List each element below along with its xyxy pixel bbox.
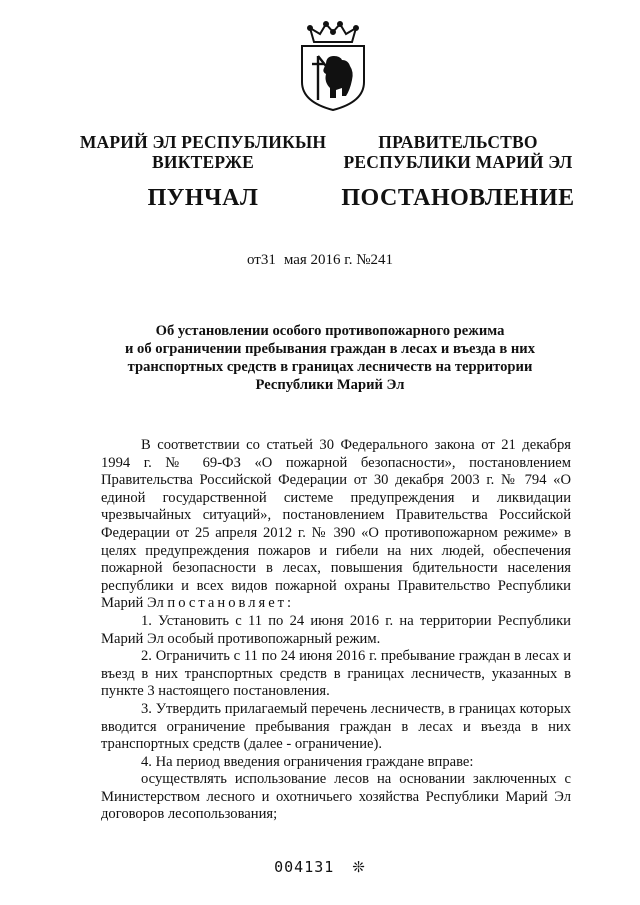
header-left-doc-type: ПУНЧАЛ	[147, 185, 259, 211]
header-right-line1: ПРАВИТЕЛЬСТВО	[378, 132, 538, 152]
header-left-column	[78, 132, 328, 212]
coat-of-arms-icon	[296, 20, 370, 112]
decree-word: постановляет:	[167, 595, 295, 612]
header-left-line2: ВИКТЕРЖЕ	[152, 152, 254, 172]
preamble-text: В соответствии со статьей 30 Федерального закона от 21 декабря 1994 г. № 69-ФЗ «О пожарной безопасности», постановлением Правительства Российской Федерации от 30 декабря 2003 г. № 794 «О единой государственной системе предупреждения и ликвидации чрезвычайных ситуаций», постановлением Правительства Российской Федерации от 25 апреля 2012 г. № 390 «О противопожарном режиме» в целях предупреждения пожаров и гибели на них людей, обеспечения пожарной безопасности в лесах, повышения бдительности населения республики и всех видов пожарной охраны Правительство Республики Марий Эл	[101, 437, 571, 612]
header-right-line2: РЕСПУБЛИКИ МАРИЙ ЭЛ	[343, 152, 573, 172]
number-sign: №	[356, 252, 371, 268]
date-day: 31	[260, 252, 276, 268]
document-body	[101, 437, 571, 824]
header-right-doc-type: ПОСТАНОВЛЕНИЕ	[341, 185, 575, 211]
clause-3: 3. Утвердить прилагаемый перечень лесничеств, в границах которых вводится ограничение пребывания граждан в лесах и въезда в них транспортных средств (далее - ограничение).	[101, 700, 571, 753]
document-title	[110, 322, 550, 394]
document-date-line	[0, 252, 640, 269]
title-line: Республики Марий Эл	[255, 377, 405, 393]
clause-4: 4. На период введения ограничения граждане вправе:	[141, 753, 474, 770]
crown-icon	[308, 22, 358, 42]
clause-4-subitem: осуществлять использование лесов на основании заключенных с Министерством лесного и охотничьего хозяйства Республики Марий Эл договоров лесопользования;	[101, 771, 571, 823]
document-number: 241	[370, 252, 394, 268]
header-right-column	[333, 132, 583, 212]
date-prefix: от	[246, 252, 261, 268]
preamble-paragraph	[101, 437, 571, 613]
title-line: транспортных средств в границах лесничеств на территории	[127, 359, 533, 375]
header-left-line1: МАРИЙ ЭЛ РЕСПУБЛИКЫН	[79, 132, 327, 152]
clause-2: 2. Ограничить с 11 по 24 июня 2016 г. пребывание граждан в лесах и въезд в них транспортных средств в границах лесничеств, указанных в пункте 3 настоящего постановления.	[101, 648, 571, 700]
asterisk-mark-icon: ❊	[352, 858, 366, 876]
date-month-year: мая 2016 г.	[283, 252, 353, 268]
serial-number: 004131	[274, 858, 335, 876]
form-serial-number	[0, 858, 640, 876]
title-line: Об установлении особого противопожарного режима	[155, 323, 505, 339]
title-line: и об ограничении пребывания граждан в лесах и въезда в них	[124, 341, 536, 357]
clause-1: 1. Установить с 11 по 24 июня 2016 г. на территории Республики Марий Эл особый противопожарный режим.	[101, 612, 571, 647]
